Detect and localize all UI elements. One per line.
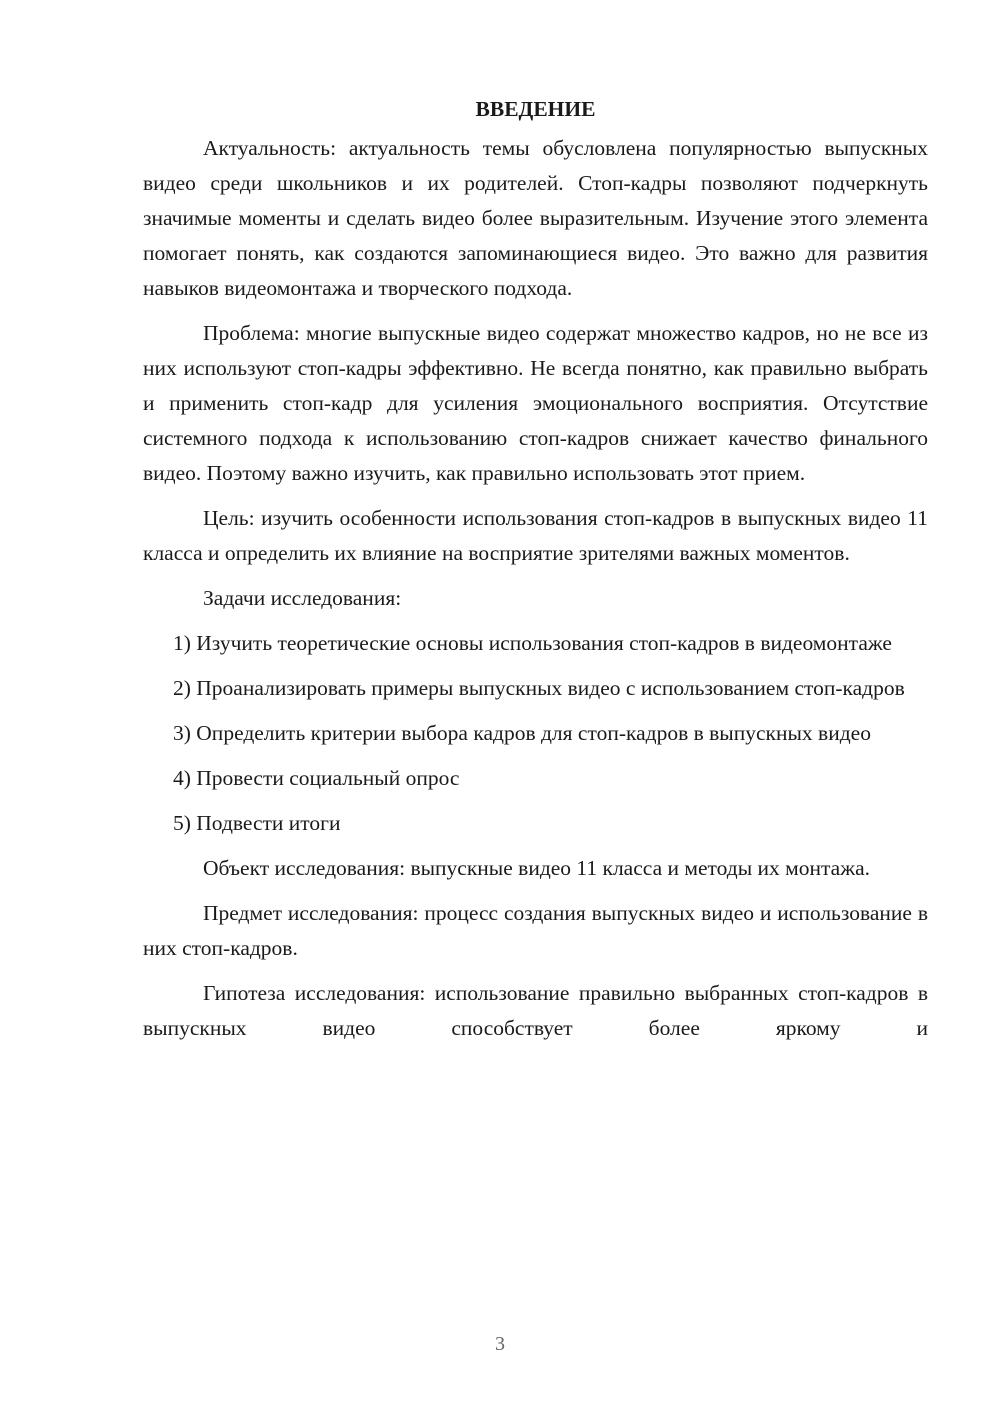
paragraph-relevance: Актуальность: актуальность темы обусловлена популярностью выпускных видео среди школьников и их родителей. Стоп-кадры позволяют подчеркнуть значимые моменты и сделать видео более выразительным. Изучение этого элемента помогает понять, как создаются запоминающиеся видео. Это важно для развития навыков видеомонтажа и творческого подхода. (143, 136, 928, 300)
task-item-3: 3) Определить критерии выбора кадров для стоп-кадров в выпускных видео (173, 721, 871, 745)
task-item-4: 4) Провести социальный опрос (173, 766, 460, 790)
paragraph-subject: Предмет исследования: процесс создания выпускных видео и использование в них стоп-кадров. (143, 901, 928, 960)
paragraph-tasks-heading: Задачи исследования: (203, 586, 402, 610)
page-title: ВВЕДЕНИЕ (475, 97, 596, 121)
paragraph-goal: Цель: изучить особенности использования стоп-кадров в выпускных видео 11 класса и определить их влияние на восприятие зрителями важных моментов. (143, 506, 928, 565)
page-number: 3 (495, 1333, 505, 1355)
task-item-2: 2) Проанализировать примеры выпускных видео с использованием стоп-кадров (173, 676, 905, 700)
paragraph-problem: Проблема: многие выпускные видео содержат множество кадров, но не все из них используют стоп-кадры эффективно. Не всегда понятно, как правильно выбрать и применить стоп-кадр для усиления эмоционального восприятия. Отсутствие системного подхода к использованию стоп-кадров снижает качество финального видео. Поэтому важно изучить, как правильно использовать этот прием. (143, 321, 928, 485)
document-page (143, 92, 928, 1046)
task-item-1: 1) Изучить теоретические основы использования стоп-кадров в видеомонтаже (173, 631, 892, 655)
paragraph-hypothesis: Гипотеза исследования: использование правильно выбранных стоп-кадров в выпускных видео способствует более яркому и (143, 981, 928, 1040)
paragraph-object: Объект исследования: выпускные видео 11 класса и методы их монтажа. (203, 856, 870, 880)
task-item-5: 5) Подвести итоги (173, 811, 341, 835)
